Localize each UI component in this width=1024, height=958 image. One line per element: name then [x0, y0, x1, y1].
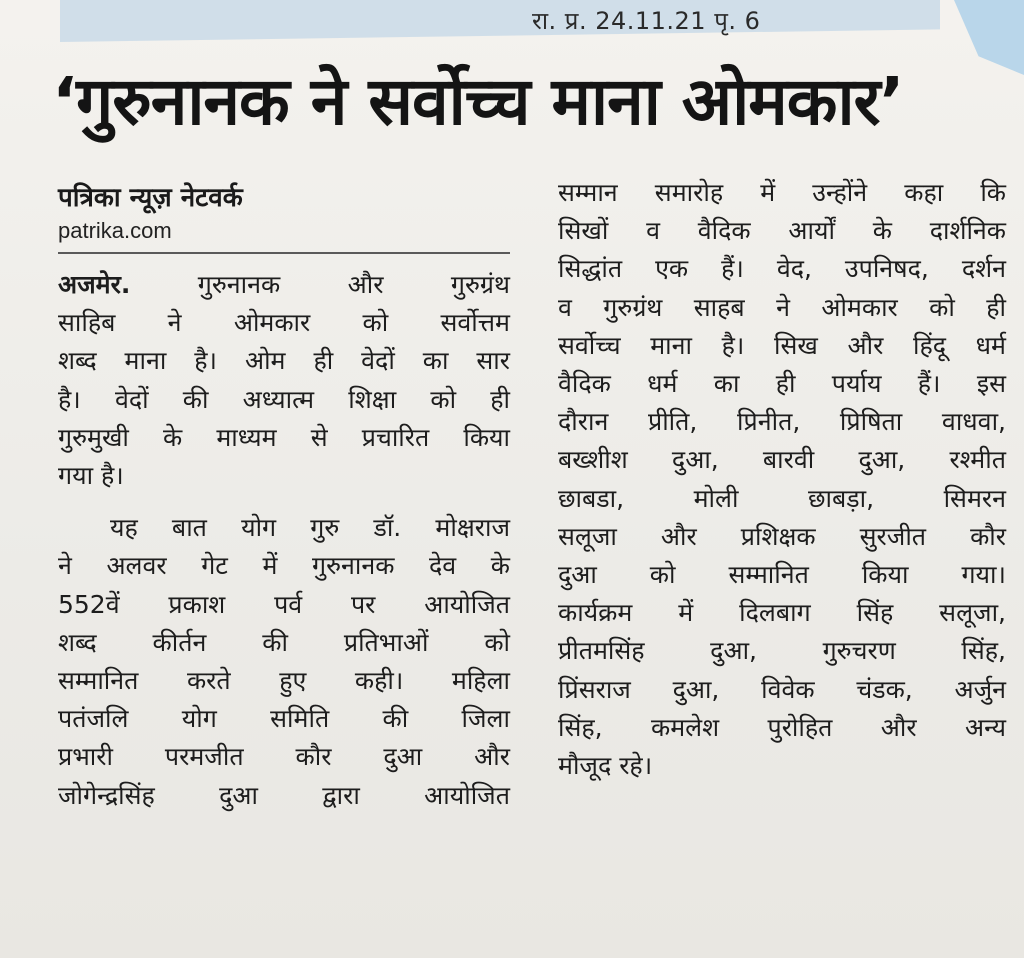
byline-divider: [58, 252, 510, 254]
article-line: गया है।: [58, 461, 124, 491]
article-line: [58, 266, 510, 304]
website: patrika.com: [58, 218, 172, 243]
article-line: सम्मान समारोह में उन्होंने कहा कि: [558, 178, 1006, 207]
article-text: गुरुनानक और गुरुग्रंथ: [130, 270, 510, 299]
article-line: शब्द कीर्तन की प्रतिभाओं को: [58, 627, 510, 657]
right-column: [558, 174, 1006, 785]
article-line: सर्वोच्च माना है। सिख और हिंदू धर्म: [558, 330, 1006, 360]
place-dateline: अजमेर.: [58, 270, 131, 299]
article-line: छाबडा, मोली छाबड़ा, सिमरन: [558, 483, 1006, 513]
article-line: है। वेदों की अध्यात्म शिक्षा को ही: [58, 384, 510, 414]
article-line: सलूजा और प्रशिक्षक सुरजीत कौर: [558, 521, 1006, 551]
article-line: जोगेन्द्रसिंह दुआ द्वारा आयोजित: [58, 780, 510, 810]
article-line: दौरान प्रीति, प्रिनीत, प्रिषिता वाधवा,: [558, 407, 1006, 437]
article-line: सिद्धांत एक हैं। वेद, उपनिषद, दर्शन: [558, 254, 1006, 284]
article-line: कार्यक्रम में दिलबाग सिंह सलूजा,: [558, 598, 1006, 628]
dateline: रा. प्र. 24.11.21 पृ. 6: [532, 7, 761, 35]
article-line: यह बात योग गुरु डॉ. मोक्षराज: [110, 513, 510, 543]
article-line: शब्द माना है। ओम ही वेदों का सार: [58, 346, 510, 376]
byline: पत्रिका न्यूज़ नेटवर्क: [58, 183, 243, 213]
article-line: सम्मानित करते हुए कही। महिला: [58, 666, 510, 696]
article-line: ने अलवर गेट में गुरुनानक देव के: [58, 551, 510, 581]
article-line: प्रीतमसिंह दुआ, गुरुचरण सिंह,: [558, 636, 1006, 666]
paragraph-gap: [58, 495, 510, 509]
article-line: वैदिक धर्म का ही पर्याय हैं। इस: [558, 369, 1006, 399]
article-line: साहिब ने ओमकार को सर्वोत्तम: [58, 308, 510, 338]
top-color-band: [60, 0, 940, 42]
left-column: [58, 266, 510, 815]
article-line: 552वें प्रकाश पर्व पर आयोजित: [58, 589, 510, 619]
article-line: दुआ को सम्मानित किया गया।: [558, 560, 1006, 590]
article-line: प्रभारी परमजीत कौर दुआ और: [58, 742, 510, 772]
article-line: प्रिंसराज दुआ, विवेक चंडक, अर्जुन: [558, 674, 1006, 704]
article-line: पतंजलि योग समिति की जिला: [58, 704, 510, 734]
article-line: मौजूद रहे।: [558, 751, 653, 781]
article-line: व गुरुग्रंथ साहब ने ओमकार को ही: [558, 292, 1006, 322]
article-line: सिखों व वैदिक आर्यों के दार्शनिक: [558, 216, 1006, 246]
headline: ‘गुरुनानक ने सर्वोच्च माना ओमकार’: [52, 63, 904, 140]
article-line: सिंह, कमलेश पुरोहित और अन्य: [558, 712, 1006, 742]
article-line: बख्शीश दुआ, बारवी दुआ, रश्मीत: [558, 445, 1006, 475]
article-line: गुरुमुखी के माध्यम से प्रचारित किया: [58, 422, 510, 452]
